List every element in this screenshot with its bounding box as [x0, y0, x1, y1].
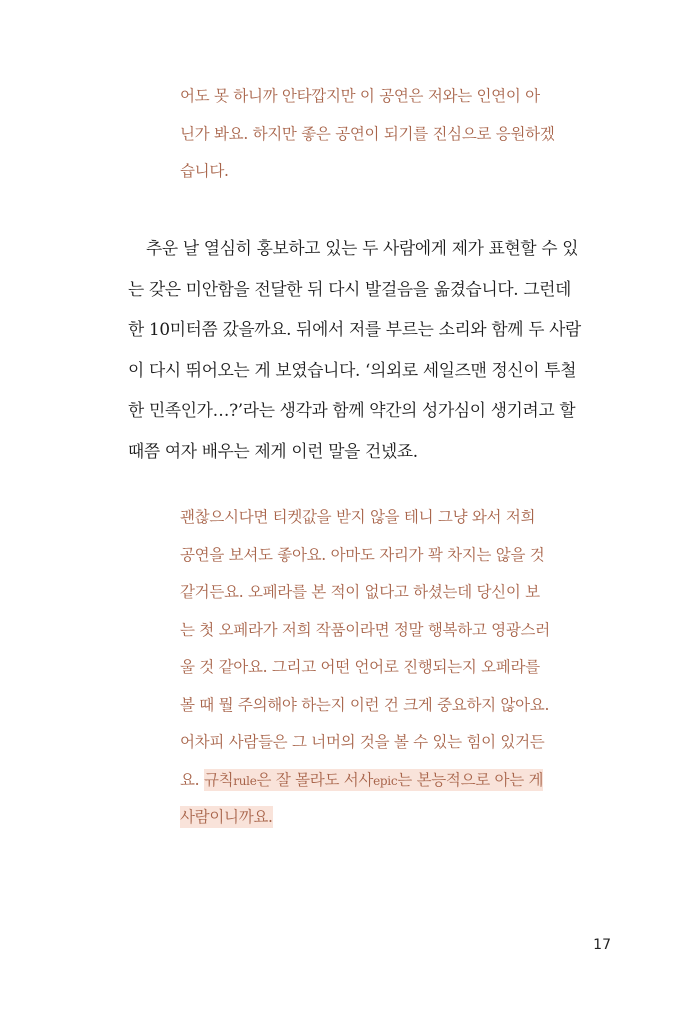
quote-line: 어차피 사람들은 그 너머의 것을 볼 수 있는 힘이 있거든: [180, 733, 545, 751]
body-line: 는 갖은 미안함을 전달한 뒤 다시 발걸음을 옮겼습니다. 그런데: [128, 278, 572, 299]
body-line: 한 민족인가…?’라는 생각과 함께 약간의 성가심이 생기려고 할: [128, 400, 576, 420]
quote-line: 닌가 봐요. 하지만 좋은 공연이 되기를 진심으로 응원하겠: [180, 124, 555, 143]
quote-line: 볼 때 뭘 주의해야 하는지 이런 건 크게 중요하지 않아요.: [180, 695, 550, 714]
body-line: 이 다시 뛰어오는 게 보였습니다. ‘의외로 세일즈맨 정신이 투철: [128, 359, 577, 380]
body-line: 추운 날 열심히 홍보하고 있는 두 사람에게 제가 표현할 수 있: [146, 238, 579, 258]
body-paragraph: [128, 228, 618, 471]
quote-text: 요.: [180, 770, 204, 789]
highlight-word: 규칙: [203, 770, 234, 789]
quote-line: 어도 못 하니까 안타깝지만 이 공연은 저와는 인연이 아: [180, 87, 540, 105]
highlighted-text: [204, 769, 543, 791]
quote-line: 울 것 같아요. 그리고 어떤 언어로 진행되는지 오페라를: [180, 658, 540, 676]
quote-line: 습니다.: [180, 162, 229, 180]
quote-line-highlighted: [180, 762, 580, 800]
page-number: 17: [593, 937, 611, 953]
quote-block-bottom: [180, 499, 580, 837]
quote-line-highlighted: [180, 799, 580, 837]
annotation-word: rule: [233, 773, 257, 788]
highlight-word: 는 본능적으로 아는 게: [397, 770, 544, 789]
quote-line: 공연을 보셔도 좋아요. 아마도 자리가 꽉 차지는 않을 것: [180, 545, 545, 564]
highlight-word: 은 잘 몰라도 서사: [256, 770, 374, 789]
quote-line: 같거든요. 오페라를 본 적이 없다고 하셨는데 당신이 보: [180, 583, 540, 601]
highlighted-text: 사람이니까요.: [180, 808, 273, 826]
body-line: 한 10미터쯤 갔을까요. 뒤에서 저를 부르는 소리와 함께 두 사람: [128, 319, 581, 339]
quote-line: 는 첫 오페라가 저희 작품이라면 정말 행복하고 영광스러: [180, 620, 550, 639]
annotation-word: epic: [373, 773, 398, 788]
quote-block-top: [180, 78, 580, 191]
body-line: 때쯤 여자 배우는 제게 이런 말을 건넸죠.: [128, 440, 418, 461]
quote-line: 괜찮으시다면 티켓값을 받지 않을 테니 그냥 와서 저희: [180, 508, 536, 526]
